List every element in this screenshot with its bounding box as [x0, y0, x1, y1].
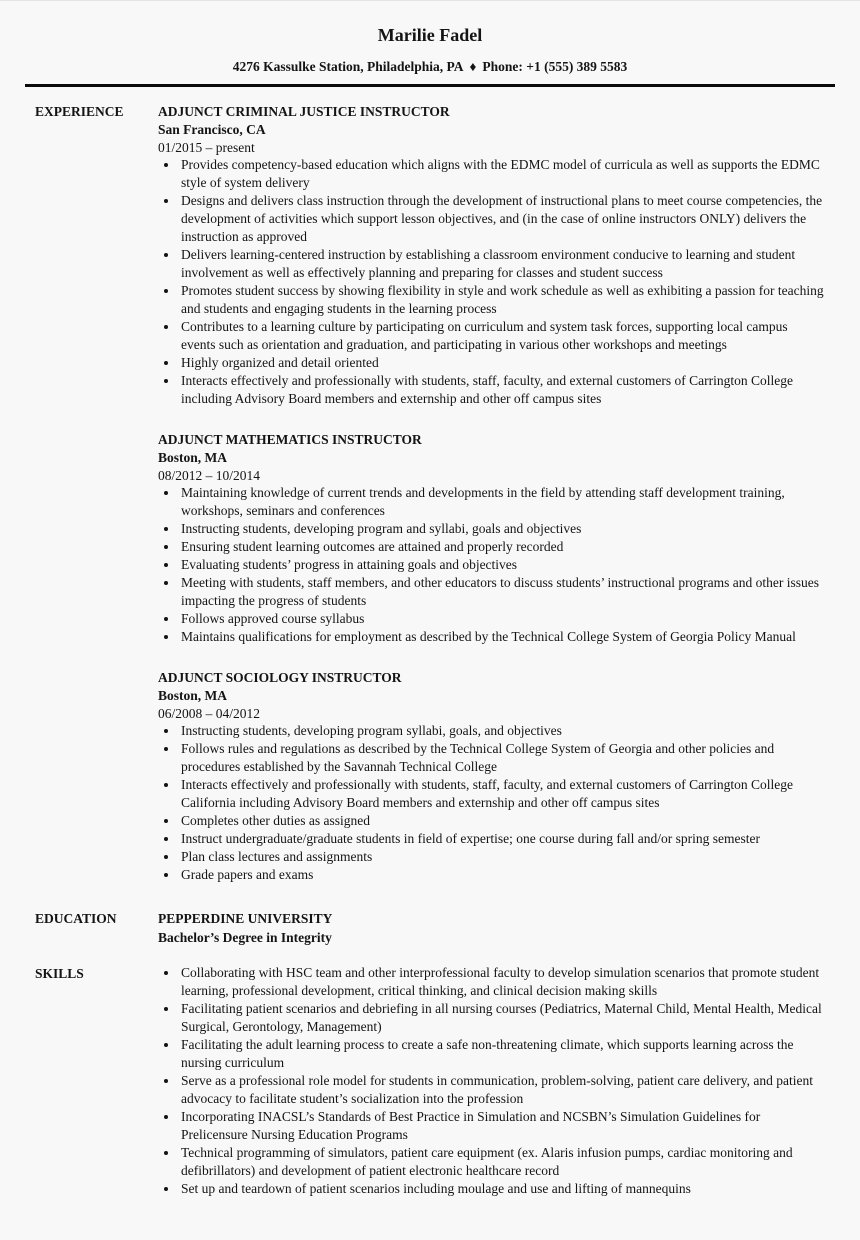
job-title: ADJUNCT MATHEMATICS INSTRUCTOR — [158, 432, 422, 447]
job-bullet: • Contributes to a learning culture by participating on curriculum and system task forces, supporting local campus events such as orientation and graduation, and participating in various other workshops and meetings — [179, 318, 825, 354]
job-bullet: • Maintains qualifications for employment as described by the Technical College System of Georgia Policy Manual — [179, 628, 825, 646]
job-entry — [158, 668, 825, 884]
degree-name: Bachelor’s Degree in Integrity — [158, 930, 332, 945]
job-bullet: • Ensuring student learning outcomes are attained and properly recorded — [179, 538, 825, 556]
job-bullet: • Promotes student success by showing flexibility in style and work schedule as well as exhibiting a passion for teaching and students and engaging students in the learning process — [179, 282, 825, 318]
skills-bullet-list — [158, 964, 825, 1198]
job-bullet: • Highly organized and detail oriented — [179, 354, 825, 372]
job-bullet: • Interacts effectively and professionally with students, staff, faculty, and external customers of Carrington College California including Advisory Board members and externship and other off campus sites — [179, 776, 825, 812]
job-bullet: • Maintaining knowledge of current trends and developments in the field by attending staff development training, workshops, seminars and conferences — [179, 484, 825, 520]
skill-bullet: • Incorporating INACSL’s Standards of Best Practice in Simulation and NCSBN’s Simulation Guidelines for Prelicensure Nursing Education Programs — [179, 1108, 825, 1144]
skill-bullet: • Serve as a professional role model for students in communication, problem-solving, patient care delivery, and patient advocacy to facilitate student’s socialization into the profession — [179, 1072, 825, 1108]
phone-text: Phone: +1 (555) 389 5583 — [482, 59, 628, 74]
skill-bullet: • Technical programming of simulators, patient care equipment (ex. Alaris infusion pumps, cardiac monitoring and defibrillators) and development of patient electronic healthcare record — [179, 1144, 825, 1180]
job-bullet-list — [158, 484, 825, 646]
experience-jobs — [158, 102, 825, 884]
experience-section — [35, 102, 825, 884]
job-bullet: • Instructing students, developing program syllabi, goals, and objectives — [179, 722, 825, 740]
job-bullet: • Designs and delivers class instruction through the development of instructional plans to meet course competencies, the development of activities which support lesson objectives, and (in the case of online instructors ONLY) delivers the instruction as approved — [179, 192, 825, 246]
skills-section — [35, 964, 825, 1198]
person-name: Marilie Fadel — [377, 25, 483, 45]
job-bullet: • Provides competency-based education which aligns with the EDMC model of curricula as well as supports the EDMC style of system delivery — [179, 156, 825, 192]
job-bullet-list — [158, 156, 825, 408]
job-bullet: • Follows approved course syllabus — [179, 610, 825, 628]
section-label-experience: EXPERIENCE — [35, 104, 124, 119]
job-bullet: • Instructing students, developing program and syllabi, goals and objectives — [179, 520, 825, 538]
section-label-education: EDUCATION — [35, 911, 117, 926]
job-title: ADJUNCT SOCIOLOGY INSTRUCTOR — [158, 670, 402, 685]
job-bullet: • Plan class lectures and assignments — [179, 848, 825, 866]
job-bullet: • Interacts effectively and professionally with students, staff, faculty, and external customers of Carrington College including Advisory Board members and externship and other off campus sites — [179, 372, 825, 408]
job-dates: 08/2012 – 10/2014 — [158, 468, 261, 483]
job-bullet-list — [158, 722, 825, 884]
education-section — [35, 909, 825, 947]
section-label-skills: SKILLS — [35, 966, 84, 981]
diamond-icon: ♦ — [469, 59, 477, 74]
job-location: San Francisco, CA — [158, 122, 266, 137]
job-location: Boston, MA — [158, 450, 228, 465]
education-content — [158, 909, 825, 947]
job-bullet: • Follows rules and regulations as described by the Technical College System of Georgia and other policies and procedures established by the Savannah Technical College — [179, 740, 825, 776]
job-dates: 01/2015 – present — [158, 140, 255, 155]
job-bullet: • Meeting with students, staff members, and other educators to discuss students’ instructional programs and other issues impacting the progress of students — [179, 574, 825, 610]
job-bullet: • Evaluating students’ progress in attaining goals and objectives — [179, 556, 825, 574]
job-entry — [158, 102, 825, 408]
job-location: Boston, MA — [158, 688, 228, 703]
job-bullet: • Grade papers and exams — [179, 866, 825, 884]
resume-document — [0, 1, 860, 1198]
job-dates: 06/2008 – 04/2012 — [158, 706, 261, 721]
job-entry — [158, 430, 825, 646]
skill-bullet: • Set up and teardown of patient scenarios including moulage and use and lifting of mannequins — [179, 1180, 825, 1198]
job-bullet: • Delivers learning-centered instruction by establishing a classroom environment conducive to learning and student involvement as well as effectively planning and preparing for classes and student success — [179, 246, 825, 282]
resume-body — [0, 87, 860, 1198]
skill-bullet: • Facilitating the adult learning process to create a safe non-threatening climate, which supports learning across the nursing curriculum — [179, 1036, 825, 1072]
job-bullet: • Completes other duties as assigned — [179, 812, 825, 830]
resume-header — [0, 25, 860, 87]
job-bullet: • Instruct undergraduate/graduate students in field of expertise; one course during fall and/or spring semester — [179, 830, 825, 848]
school-name: PEPPERDINE UNIVERSITY — [158, 911, 333, 926]
skill-bullet: • Facilitating patient scenarios and debriefing in all nursing courses (Pediatrics, Maternal Child, Mental Health, Medical Surgical, Gerontology, Management) — [179, 1000, 825, 1036]
job-title: ADJUNCT CRIMINAL JUSTICE INSTRUCTOR — [158, 104, 450, 119]
skills-content — [158, 964, 825, 1198]
address-text: 4276 Kassulke Station, Philadelphia, PA — [232, 59, 464, 74]
skill-bullet: • Collaborating with HSC team and other interprofessional faculty to develop simulation scenarios that promote student learning, professional development, critical thinking, and clinical decision making skills — [179, 964, 825, 1000]
contact-line — [0, 58, 860, 75]
